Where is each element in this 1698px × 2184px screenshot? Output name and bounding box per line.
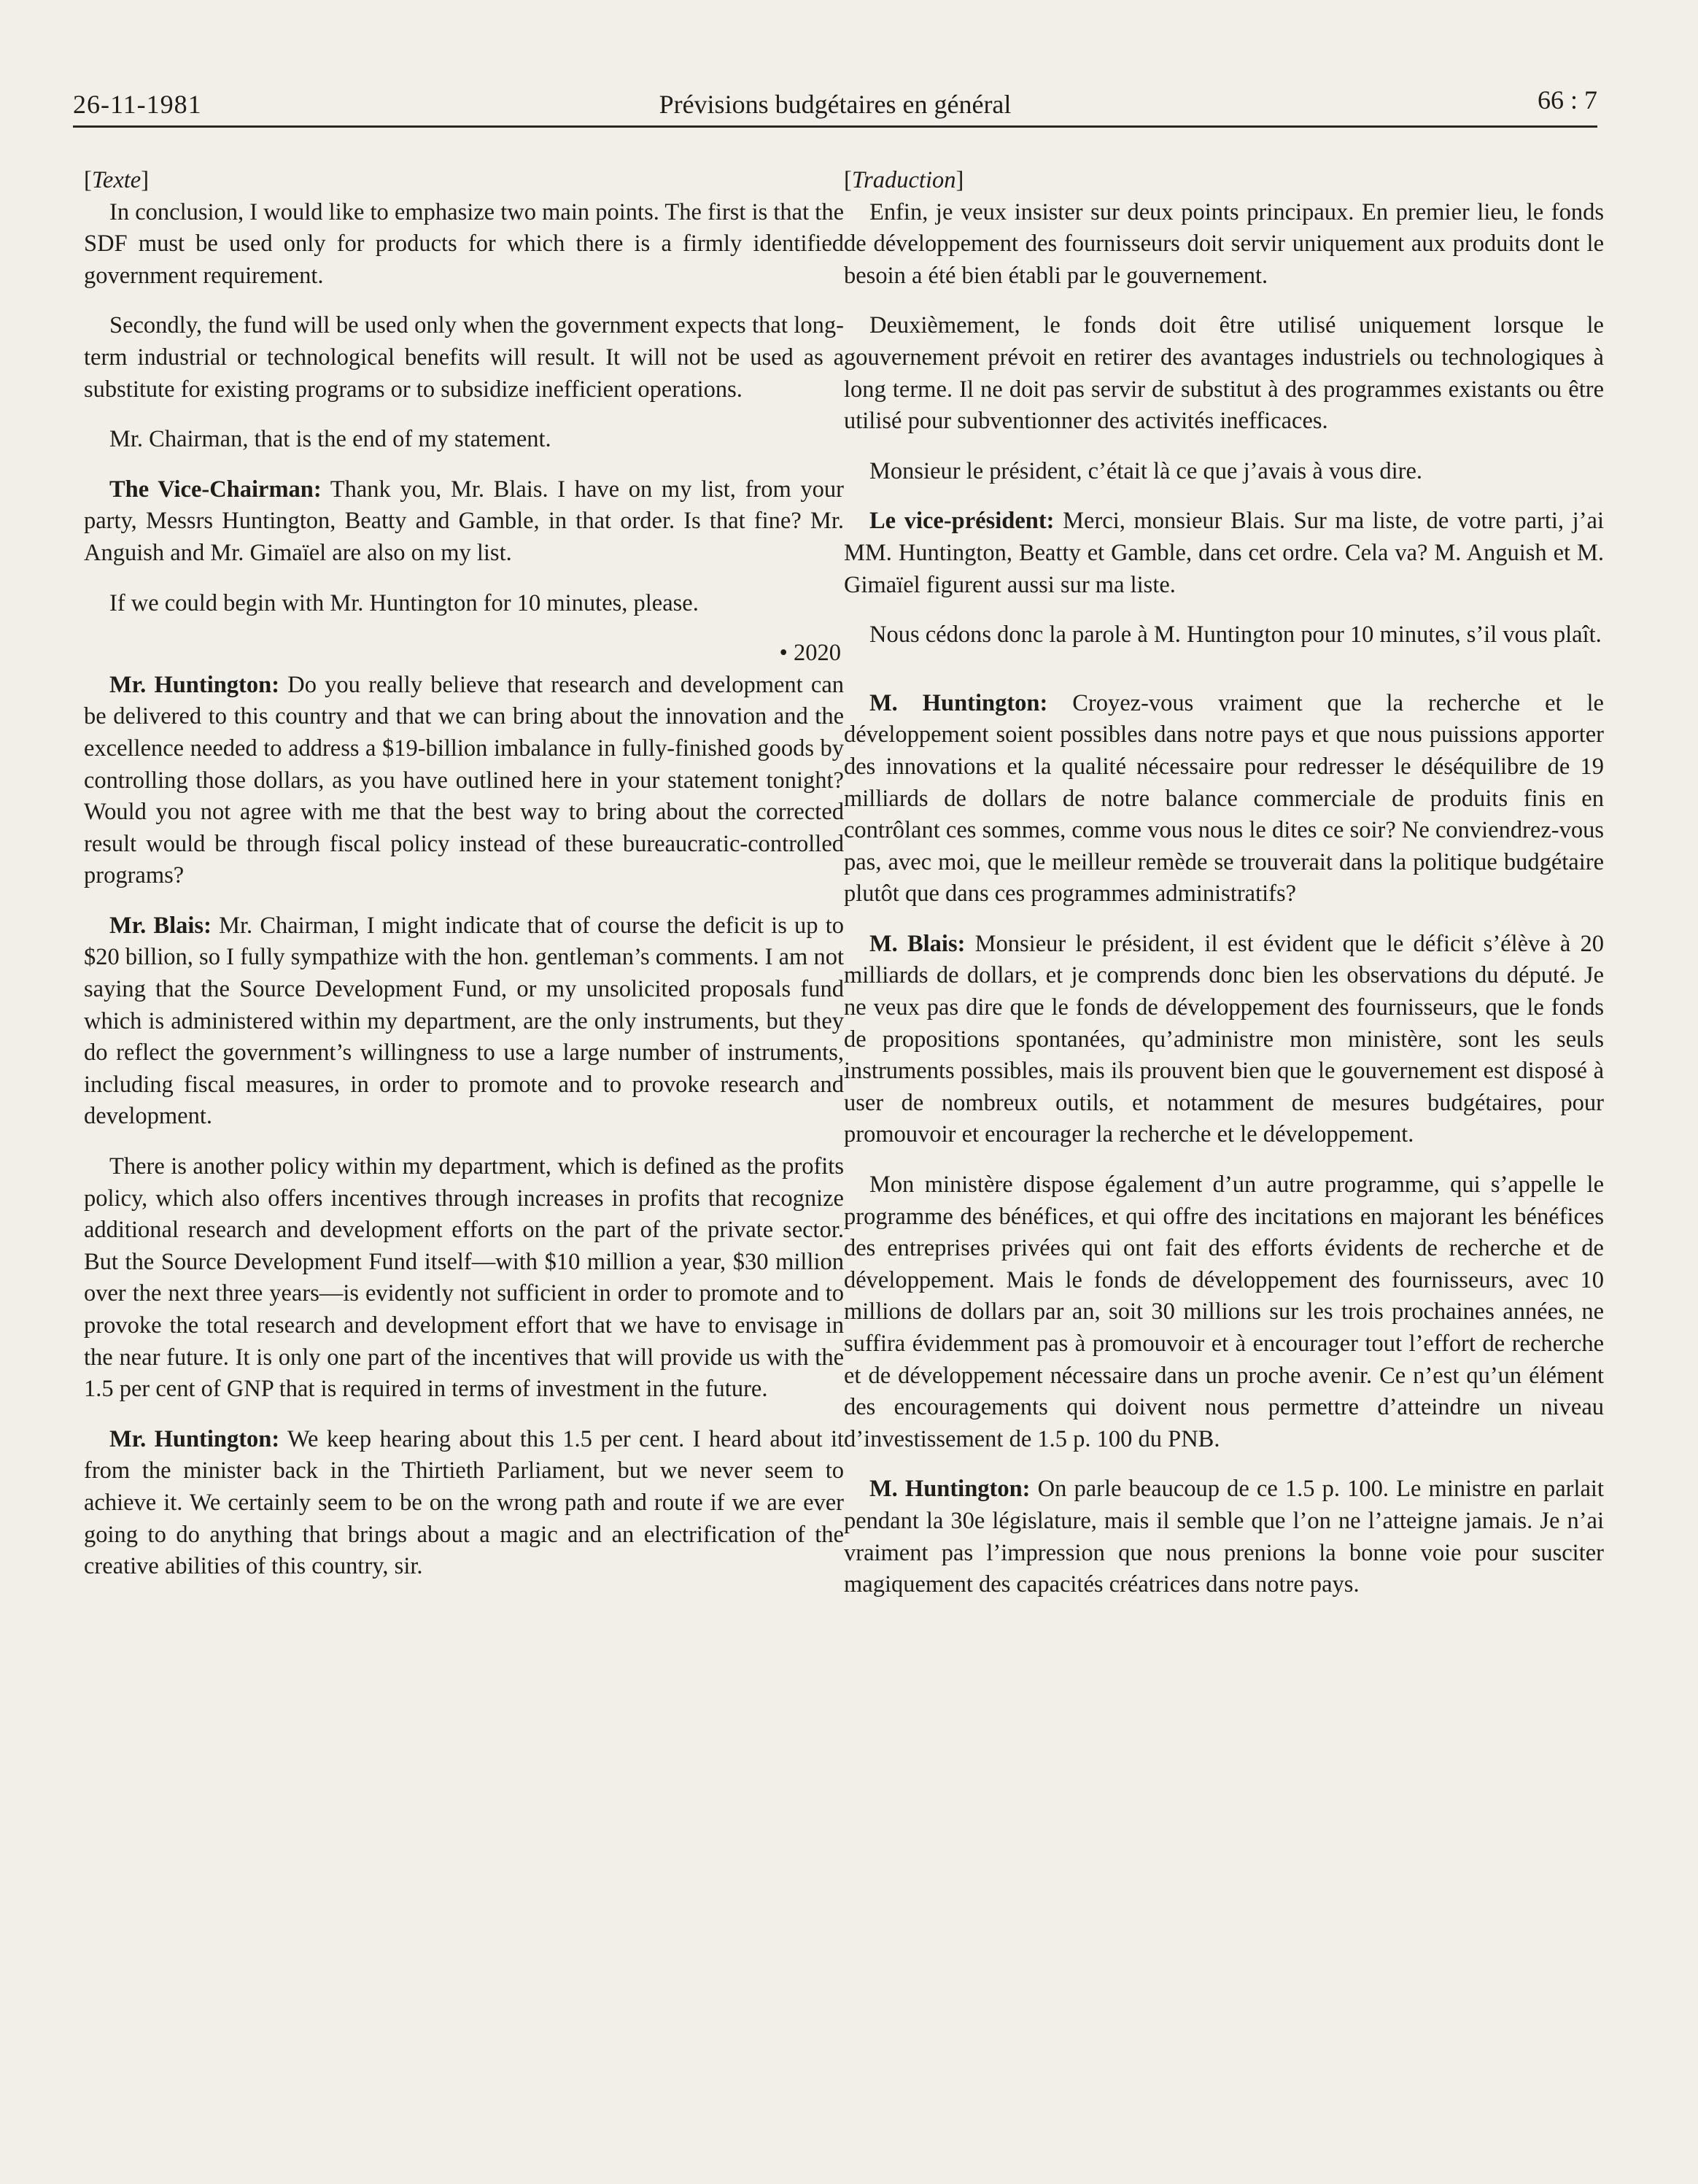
left-paragraph: Mr. Chairman, that is the end of my statement. <box>109 426 551 453</box>
right-paragraph: Nous cédons donc la parole à M. Huntington pour 10 minutes, s’il vous plaît. <box>869 621 1602 648</box>
left-paragraph: Mr. Huntington: Do you really believe that research and development can be delivered to this country and that we can bring about the innovation and the excellence needed to address a $19-billion imbalance in fully-finished goods by controlling those dollars, as you have outlined here in your statement tonight? Would you not agree with me that the best way to bring about the corrected result would be through fiscal policy instead of these bureaucratic-controlled programs? <box>84 671 844 889</box>
speaker-name: M. Blais: <box>869 930 966 957</box>
header-date: 26-11-1981 <box>73 90 202 119</box>
header-page-number: 66 : 7 <box>1537 85 1597 115</box>
right-paragraph: Enfin, je veux insister sur deux points principaux. En premier lieu, le fonds de développement des fournisseurs doit servir uniquement aux produits dont le besoin a été bien établi par le gouvernement. <box>844 198 1604 289</box>
speaker-name: Mr. Blais: <box>109 912 212 939</box>
header-title: Prévisions budgétaires en général <box>659 90 1012 119</box>
left-paragraph: The Vice-Chairman: Thank you, Mr. Blais. I have on my list, from your party, Messrs Huntington, Beatty and Gamble, in that order. Is that fine? Mr. Anguish and Mr. Gimaïel are also on my list. <box>84 476 844 566</box>
right-language-tag: [Traduction] <box>844 167 964 193</box>
speaker-name: Le vice-président: <box>869 508 1055 535</box>
right-paragraph: Deuxièmement, le fonds doit être utilisé uniquement lorsque le gouvernement prévoit en retirer des avantages industriels ou technologiques à long terme. Il ne doit pas servir de substitut à des programmes existants ou être utilisé pour subventionner des activités inefficaces. <box>844 312 1604 435</box>
left-paragraph: Secondly, the fund will be used only when the government expects that long-term industrial or technological benefits will result. It will not be used as a substitute for existing programs or to subsidize inefficient operations. <box>84 312 844 403</box>
right-paragraph: M. Huntington: On parle beaucoup de ce 1.5 p. 100. Le ministre en parlait pendant la 30e législature, mais il semble que l’on ne l’atteigne jamais. Je n’ai vraiment pas l’impression que nous prenions la bonne voie pour susciter magiquement des capacités créatrices dans notre pays. <box>844 1476 1604 1598</box>
right-paragraph: Mon ministère dispose également d’un autre programme, qui s’appelle le programme des bénéfices, et qui offre des incitations en majorant les bénéfices des entreprises privées qui ont fait des efforts évidents de recherche et de développement. Mais le fonds de développement des fournisseurs, avec 10 millions de dollars par an, soit 30 millions sur les trois prochaines années, ne suffira évidemment pas à promouvoir et à encourager tout l’effort de recherche et de développement nécessaire dans un proche avenir. Ce n’est qu’un élément des encouragements qui doivent nous permettre d’atteindre un niveau d’investissement de 1.5 p. 100 du PNB. <box>844 1172 1604 1452</box>
speaker-name: M. Huntington: <box>869 1476 1031 1503</box>
left-paragraph: If we could begin with Mr. Huntington for 10 minutes, please. <box>109 589 699 616</box>
right-paragraph: Monsieur le président, c’était là ce que j’avais à vous dire. <box>869 457 1423 484</box>
left-column <box>84 165 844 1601</box>
right-paragraph: Le vice-président: Merci, monsieur Blais. Sur ma liste, de votre parti, j’ai MM. Huntington, Beatty et Gamble, dans cet ordre. Cela va? M. Anguish et M. Gimaïel figurent aussi sur ma liste. <box>844 508 1604 598</box>
left-paragraph: There is another policy within my department, which is defined as the profits policy, which also offers incentives through increases in profits that recognize additional research and development efforts on the part of the private sector. But the Source Development Fund itself—with $10 million a year, $30 million over the next three years—is evidently not sufficient in order to promote and to provoke the total research and development effort that we have to envisage in the near future. It is only one part of the incentives that will provide us with the 1.5 per cent of GNP that is required in terms of investment in the future. <box>84 1153 844 1403</box>
right-paragraph: M. Huntington: Croyez-vous vraiment que la recherche et le développement soient possibles dans notre pays et que nous puissions apporter des innovations et la qualité nécessaire pour redresser le déséquilibre de 19 milliards de dollars de notre balance commerciale de produits finis en contrôlant ces sommes, comme vous nous le dites ce soir? Ne conviendrez-vous pas, avec moi, que le meilleur remède se trouverait dans la politique budgétaire plutôt que dans ces programmes administratifs? <box>844 689 1604 907</box>
speaker-name: The Vice-Chairman: <box>109 476 322 503</box>
left-language-tag: [Texte] <box>84 167 150 193</box>
speaker-name: Mr. Huntington: <box>109 1425 280 1452</box>
time-marker: • 2020 <box>779 640 841 667</box>
left-paragraph: Mr. Huntington: We keep hearing about this 1.5 per cent. I heard about it from the minister back in the Thirtieth Parliament, but we never seem to achieve it. We certainly seem to be on the wrong path and route if we are ever going to do anything that brings about a magic and an electrification of the creative abilities of this country, sir. <box>84 1425 844 1580</box>
speaker-name: M. Huntington: <box>869 689 1048 716</box>
left-paragraph: Mr. Blais: Mr. Chairman, I might indicate that of course the deficit is up to $20 billion, so I fully sympathize with the hon. gentleman’s comments. I am not saying that the Source Development Fund, or my unsolicited proposals fund which is administered within my department, are the only instruments, but they do reflect the government’s willingness to use a large number of instruments, including fiscal measures, in order to promote and to provoke research and development. <box>84 912 844 1130</box>
right-paragraph: M. Blais: Monsieur le président, il est évident que le déficit s’élève à 20 milliards de dollars, et je comprends donc bien les observations du député. Je ne veux pas dire que le fonds de développement des fournisseurs, que le fonds de propositions spontanées, qu’administre mon ministère, sont les seuls instruments possibles, mais ils prouvent bien que le gouvernement est disposé à user de nombreux outils, et notamment de mesures budgétaires, pour promouvoir et encourager la recherche et le développement. <box>844 930 1604 1148</box>
page-header <box>73 82 1597 128</box>
speaker-name: Mr. Huntington: <box>109 671 280 698</box>
right-column <box>844 165 1604 1619</box>
left-paragraph: In conclusion, I would like to emphasize two main points. The first is that the SDF must be used only for products for which there is a firmly identified government requirement. <box>84 198 844 289</box>
